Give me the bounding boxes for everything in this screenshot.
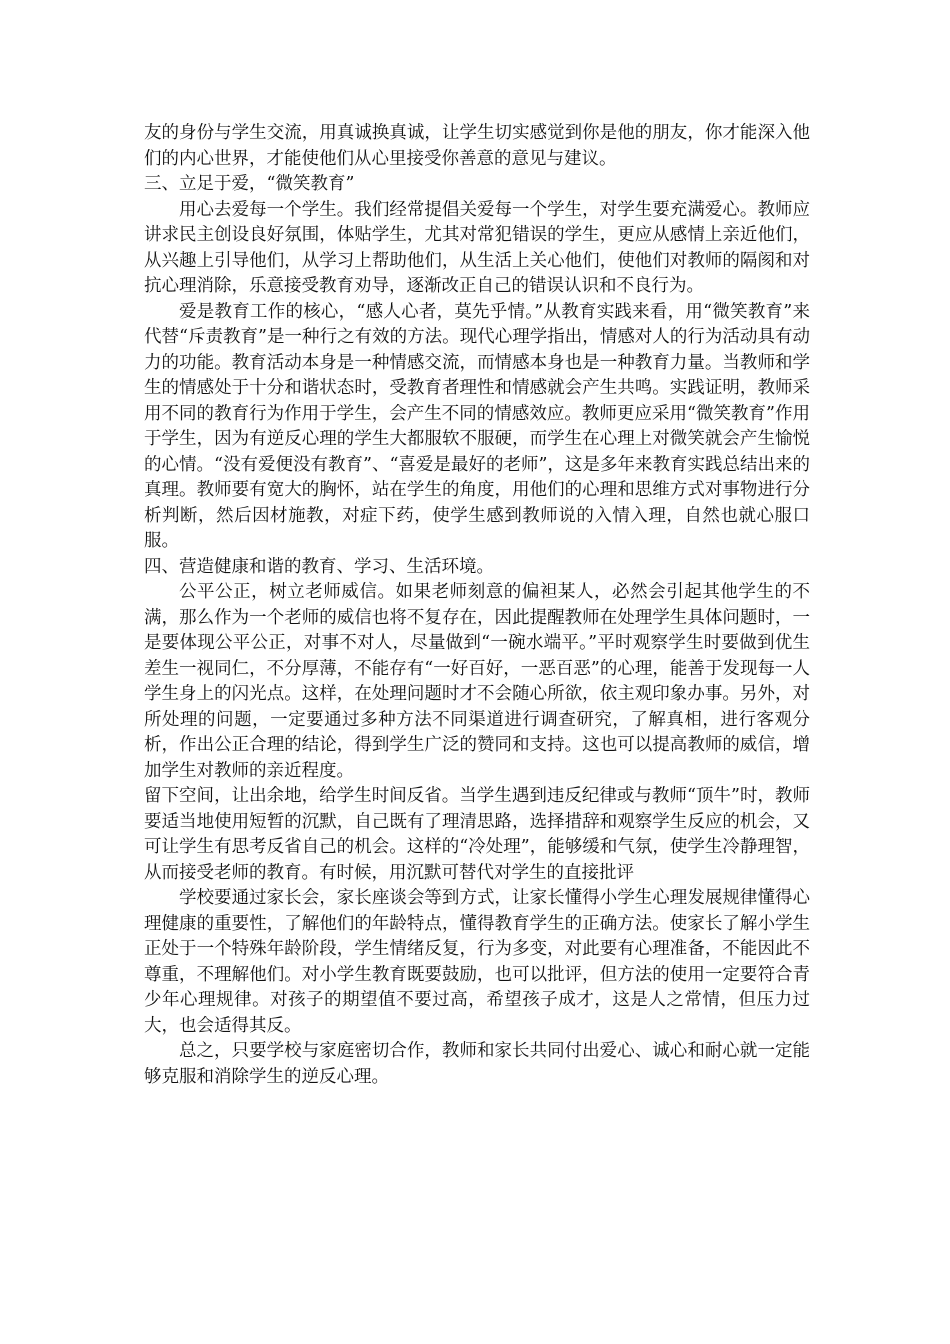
paragraph-fairness: 公平公正，树立老师威信。如果老师刻意的偏袒某人，必然会引起其他学生的不满，那么作为一个老师的威信也将不复存在，因此提醒教师在处理学生具体问题时，一是要体现公平公正，对事不对人，尽量做到“一碗水端平。”平时观察学生时要做到优生差生一视同仁，不分厚薄，不能存有“一好百好，一恶百恶”的心理，能善于发现每一人学生身上的闪光点。这样，在处理问题时才不会随心所欲，依主观印象办事。另外，对所处理的问题，一定要通过多种方法不同渠道进行调查研究，了解真相，进行客观分析，作出公正合理的结论，得到学生广泛的赞同和支持。这也可以提高教师的威信，增加学生对教师的亲近程度。 — [144, 582, 810, 781]
paragraph-parents-meeting: 学校要通过家长会，家长座谈会等到方式，让家长懂得小学生心理发展规律懂得心理健康的重要性，了解他们的年龄特点，懂得教育学生的正确方法。使家长了解小学生正处于一个特殊年龄阶段，学生情绪反复，行为多变，对此要有心理准备，不能因此不尊重，不理解他们。对小学生教育既要鼓励，也可以批评，但方法的使用一定要符合青少年心理规律。对孩子的期望值不要过高，希望孩子成才，这是人之常情，但压力过大，也会适得其反。 — [144, 888, 810, 1036]
paragraph-conclusion: 总之，只要学校与家庭密切合作，教师和家长共同付出爱心、诚心和耐心就一定能够克服和消除学生的逆反心理。 — [144, 1041, 810, 1087]
paragraph-leave-space: 留下空间，让出余地，给学生时间反省。当学生遇到违反纪律或与教师“顶牛”时，教师要适当地使用短暂的沉默，自己既有了理清思路，选择措辞和观察学生反应的机会，又可让学生有思考反省自己的机会。这样的“冷处理”，能够缓和气氛，使学生冷静理智，从而接受老师的教育。有时候，用沉默可替代对学生的直接批评 — [144, 786, 810, 883]
paragraph-continuation: 友的身份与学生交流，用真诚换真诚，让学生切实感觉到你是他的朋友，你才能深入他们的内心世界，才能使他们从心里接受你善意的意见与建议。 — [144, 123, 810, 169]
paragraph-smile-education: 爱是教育工作的核心，“感人心者，莫先乎情。”从教育实践来看，用“微笑教育”来代替“斥责教育”是一种行之有效的方法。现代心理学指出，情感对人的行为活动具有动力的功能。教育活动本身是一种情感交流，而情感本身也是一种教育力量。当教师和学生的情感处于十分和谐状态时，受教育者理性和情感就会产生共鸣。实践证明，教师采用不同的教育行为作用于学生，会产生不同的情感效应。教师更应采用“微笑教育”作用于学生，因为有逆反心理的学生大都服软不服硬，而学生在心理上对微笑就会产生愉悦的心情。“没有爱便没有教育”、“喜爱是最好的老师”，这是多年来教育实践总结出来的真理。教师要有宽大的胸怀，站在学生的角度，用他们的心理和思维方式对事物进行分析判断，然后因材施教，对症下药，使学生感到教师说的入情入理，自然也就心服口服。 — [144, 301, 810, 551]
section-heading-three: 三、立足于爱，“微笑教育” — [144, 174, 355, 194]
paragraph-love-every-student: 用心去爱每一个学生。我们经常提倡关爱每一个学生，对学生要充满爱心。教师应讲求民主创设良好氛围，体贴学生，尤其对常犯错误的学生，更应从感情上亲近他们，从兴趣上引导他们，从学习上帮助他们，从生活上关心他们，使他们对教师的隔阂和对抗心理消除，乐意接受教育劝导，逐渐改正自己的错误认识和不良行为。 — [144, 199, 810, 296]
document-page — [144, 121, 810, 1090]
section-heading-four: 四、营造健康和谐的教育、学习、生活环境。 — [144, 556, 494, 577]
